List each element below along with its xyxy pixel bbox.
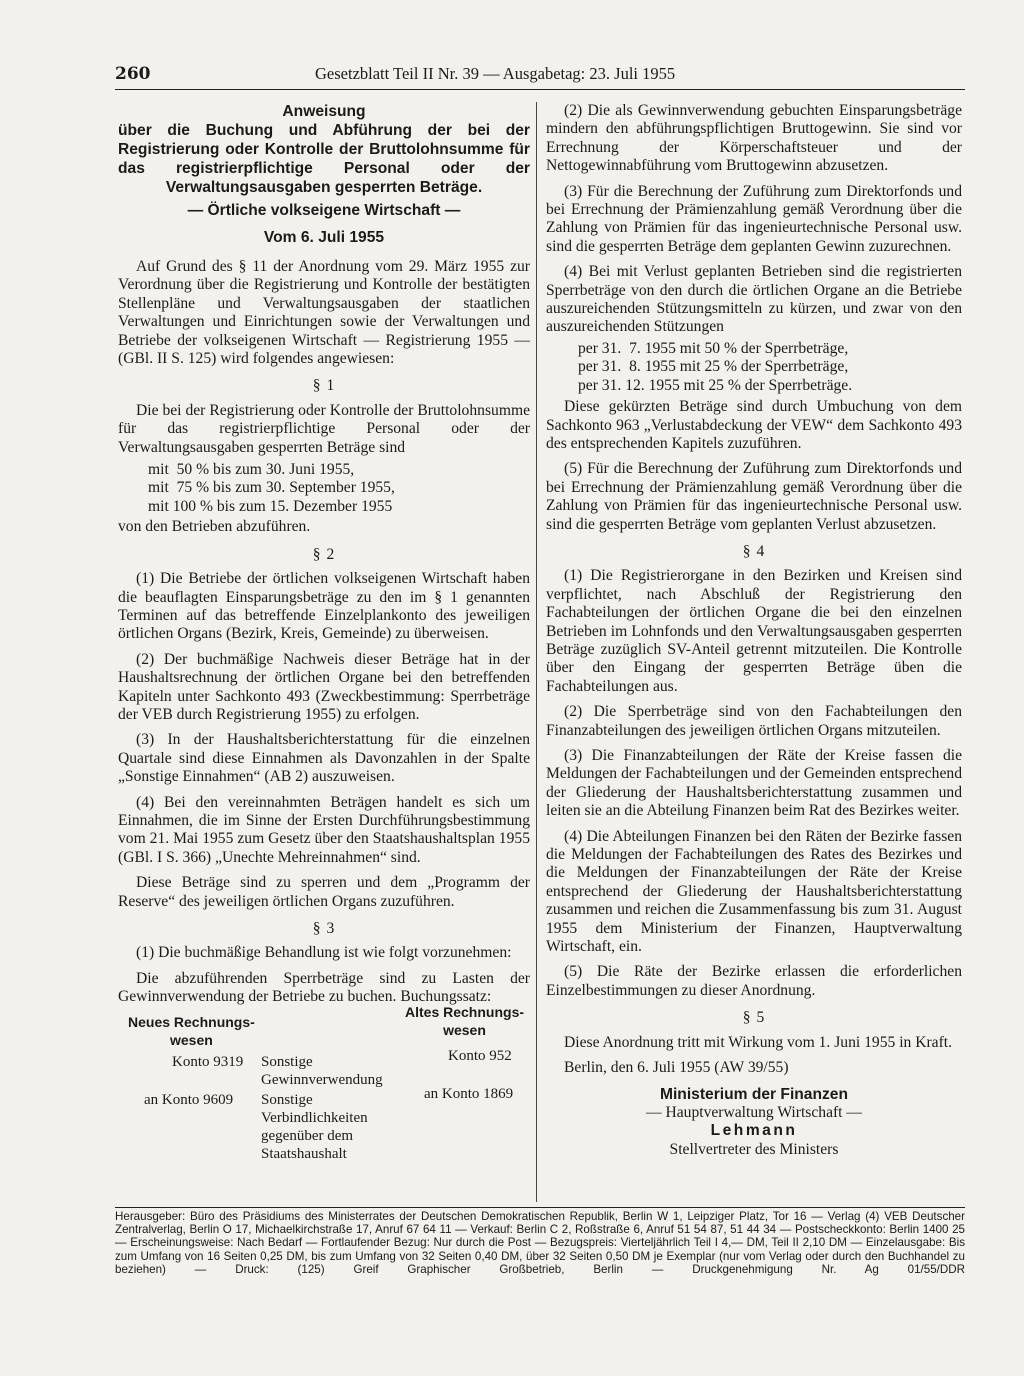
section-4-para-3: (3) Die Finanzabteilungen der Räte der Kreise fassen die Meldungen der Fachabteilungen und der Gemeinden entsprechend der Gliederung der Haushaltsberichterstattung zusammen und leiten sie an die Abteilung Finanzen beim Rat des Bezirkes weiter. [546, 747, 962, 820]
header-rule [115, 89, 965, 90]
rate-item: per 31. 8. 1955 mit 25 % der Sperrbeträge, [578, 358, 849, 376]
section-2-para-5: Diese Beträge sind zu sperren und dem „Programm der Reserve“ des jeweiligen örtlichen Organs zuzuführen. [118, 874, 530, 910]
old-header-line: wesen [443, 1021, 486, 1038]
section-1-text: Die bei der Registrierung oder Kontrolle der Bruttolohnsumme für das registrierpflichtige Personal oder der Verwaltungsausgaben gesperrten Beträge sind [118, 401, 530, 456]
title-main: Anweisung [282, 103, 366, 120]
gazette-title: Gesetzblatt Teil II Nr. 39 — Ausgabetag: 23. Juli 1955 [315, 64, 676, 83]
section-2-heading: § 2 [312, 545, 336, 563]
new-accounting-header [128, 1013, 255, 1049]
running-head [115, 62, 965, 88]
new-header-line: wesen [170, 1031, 213, 1048]
old-accounting-header [405, 1003, 524, 1039]
section-4-para-4: (4) Die Abteilungen Finanzen bei den Räten der Bezirke fassen die Meldungen der Fachabteilungen des Rates des Bezirkes und die Meldungen der Finanzabteilungen der Räte der Kreise entsprechend der Gliederung der Haushaltsberichterstattung zusammen und reichen die Zusammenfassung bis zum 31. August 1955 dem Ministerium der Finanzen, Hauptverwaltung Wirtschaft, ein. [546, 827, 962, 956]
rate-item: mit 100 % bis zum 15. Dezember 1955 [148, 497, 393, 515]
section-3-para-3: (2) Die als Gewinnverwendung gebuchten Einsparungsbeträge mindern den abführungspflichtigen Bruttogewinn. Sie sind vor Errechnung der Körperschaftsteuer und der Nettogewinnabführung vom Bruttogewinn abzusetzen. [546, 102, 962, 175]
section-5-para-1: Diese Anordnung tritt mit Wirkung vom 1. Juni 1955 in Kraft. [564, 1033, 953, 1051]
new-header-line: Neues Rechnungs- [128, 1013, 255, 1030]
section-3-para-7: (5) Für die Berechnung der Zuführung zum Direktorfonds und bei Errechnung der Prämienzahlung gemäß Verordnung über die Zahlung von Prämien für das ingenieurtechnische Personal usw. sind die gesperrten Beträge vom geplanten Verlust abzusetzen. [546, 460, 962, 533]
section-3-para-4: (3) Für die Berechnung der Zuführung zum Direktorfonds und bei Errechnung der Prämienzahlung gemäß Verordnung über die Zahlung von Prämien für das ingenieurtechnische Personal usw. sind die gesperrten Beträge dem geplanten Gewinn zuzurechnen. [546, 182, 962, 255]
signature-block [546, 1086, 962, 1160]
section-4-para-1: (1) Die Registrierorgane in den Bezirken und Kreisen sind verpflichtet, nach Abschluß der Registrierung den Fachabteilungen der örtlichen Organe die bei den einzelnen Betrieben im Lohnfonds und den Verwaltungsausgaben gesperrten Beträge zuzüglich SV-Anteil getrennt mitzuteilen. Die Kontrolle über den Eingang der gesperrten Beträge üben die Fachabteilungen aus. [546, 567, 962, 695]
row1-account: Konto 9319 [172, 1053, 244, 1070]
booking-entry-table [118, 1003, 530, 1162]
section-4-para-2: (2) Die Sperrbeträge sind von den Fachabteilungen den Finanzabteilungen des jeweiligen örtlichen Organs mitzuteilen. [546, 703, 962, 739]
signer-role: Stellvertreter des Ministers [669, 1140, 839, 1158]
imprint-rule [115, 1207, 965, 1208]
rate-item: per 31. 12. 1955 mit 25 % der Sperrbeträge. [578, 376, 853, 394]
section-3-para-6: Diese gekürzten Beträge sind durch Umbuchung von dem Sachkonto 963 „Verlustabdeckung der VEW“ dem Sachkonto 493 des entsprechenden Kapitels zuzuführen. [546, 398, 962, 452]
column-divider [536, 102, 537, 1202]
right-column [546, 102, 962, 1159]
section-3-para-1: (1) Die buchmäßige Behandlung ist wie folgt vorzunehmen: [136, 944, 512, 962]
section-3-heading: § 3 [312, 920, 336, 937]
left-column [118, 102, 530, 1162]
section-4-para-5: (5) Die Räte der Bezirke erlassen die erforderlichen Einzelbestimmungen zu dieser Anordnung. [546, 963, 962, 999]
preamble: Auf Grund des § 11 der Anordnung vom 29. März 1955 zur Verordnung über die Registrierung und Kontrolle der bestätigten Stellenpläne und Verwaltungsausgaben der staatlichen Verwaltungen und Einrichtungen sowie der Verwaltungen und Betriebe der volkseigenen Wirtschaft — Registrierung 1955 — (GBl. II S. 125) wird folgendes angewiesen: [118, 258, 530, 368]
document-title [118, 102, 530, 247]
section-3-para-5: (4) Bei mit Verlust geplanten Betrieben sind die registrierten Sperrbeträge von den durch die örtlichen Organe an die Betriebe auszureichenden Stützungsmitteln zu kürzen, und zwar von den auszureichenden Stützungen [546, 263, 962, 336]
section-2-para-3: (3) In der Haushaltsberichterstattung für die einzelnen Quartale sind diese Einnahmen als Davonzahlen in der Spalte „Sonstige Einnahmen“ (AB 2) auszuweisen. [118, 731, 530, 786]
row2-account: an Konto 9609 [144, 1091, 234, 1108]
page-number: 260 [115, 64, 151, 84]
section-1-rates [148, 461, 530, 516]
title-date: Vom 6. Juli 1955 [263, 229, 385, 246]
signer-name: Lehmann [710, 1122, 798, 1140]
title-subtitle: — Örtliche volkseigene Wirtschaft — [187, 202, 461, 219]
title-description: über die Buchung und Abführung der bei der Registrierung oder Kontrolle der Bruttolohnsumme für das registrierpflichtige Personal oder der Verwaltungsausgaben gesperrten Beträge. [118, 122, 530, 196]
rate-item: mit 50 % bis zum 30. Juni 1955, [148, 461, 355, 479]
section-1-heading: § 1 [312, 377, 336, 395]
section-5-heading: § 5 [742, 1009, 766, 1027]
row1-description: Sonstige Gewinnverwendung [261, 1053, 383, 1088]
section-4-heading: § 4 [742, 542, 766, 560]
row2-description: Sonstige Verbindlichkeiten gegenüber dem Staatshaushalt [261, 1091, 368, 1162]
rate-item: per 31. 7. 1955 mit 50 % der Sperrbeträge, [578, 339, 849, 357]
section-3-para-2: Die abzuführenden Sperrbeträge sind zu Lasten der Gewinnverwendung der Betriebe zu buchen. Buchungssatz: [118, 969, 530, 1006]
row1-old-account: Konto 952 [448, 1047, 512, 1064]
publisher-imprint: Herausgeber: Büro des Präsidiums des Ministerrates der Deutschen Demokratischen Republik, Berlin W 1, Leipziger Platz, Tor 16 — Verlag (4) VEB Deutscher Zentralverlag, Berlin O 17, Michaelkirchstraße 17, Anruf 67 64 11 — Verkauf: Berlin C 2, Roßstraße 6, Anruf 51 54 87, 51 44 34 — Postscheckkonto: Berlin 1400 25 — Erscheinungsweise: Nach Bedarf — Fortlaufender Bezug: Nur durch die Post — Bezugspreis: Vierteljährlich Teil I 4,— DM, Teil II 2,10 DM — Einzelausgabe: Bis zum Umfang von 16 Seiten 0,25 DM, bis zum Umfang von 32 Seiten 0,40 DM, über 32 Seiten 0,50 DM je Exemplar (nur vom Verlag oder durch den Buchhandel zu beziehen) — Druck: (125) Greif Graphischer Großbetrieb, Berlin — Druckgenehmigung Nr. Ag 01/55/DDR [115, 1210, 965, 1276]
section-2-para-2: (2) Der buchmäßige Nachweis dieser Beträge hat in der Haushaltsrechnung der örtlichen Organe bei den betreffenden Kapiteln unter Sachkonto 493 (Zweckbestimmung: Sperrbeträge der VEB durch Registrierung 1955) zu erfolgen. [118, 650, 530, 723]
section-3-rates [578, 340, 962, 395]
section-1-tail: von den Betrieben abzuführen. [118, 518, 311, 536]
ministry-name: Ministerium der Finanzen [659, 1085, 849, 1103]
section-2-para-4: (4) Bei den vereinnahmten Beträgen handelt es sich um Einnahmen, die im Sinne der Ersten Durchführungsbestimmung vom 21. Mai 1955 zum Gesetz über den Staatshaushaltsplan 1955 (GBl. I S. 366) „Unechte Mehreinnahmen“ sind. [118, 793, 530, 866]
row2-old-account: an Konto 1869 [424, 1085, 514, 1102]
old-header-line: Altes Rechnungs- [405, 1003, 525, 1020]
place-date: Berlin, den 6. Juli 1955 (AW 39/55) [564, 1059, 789, 1077]
department-name: — Hauptverwaltung Wirtschaft — [645, 1103, 863, 1121]
rate-item: mit 75 % bis zum 30. September 1955, [148, 479, 395, 497]
section-2-para-1: (1) Die Betriebe der örtlichen volkseigenen Wirtschaft haben die beauflagten Einsparungsbeträge zu den im § 1 genannten Terminen auf das betreffende Einzelplankonto des jeweiligen örtlichen Organs (Bezirk, Kreis, Gemeinde) zu überweisen. [118, 570, 530, 643]
